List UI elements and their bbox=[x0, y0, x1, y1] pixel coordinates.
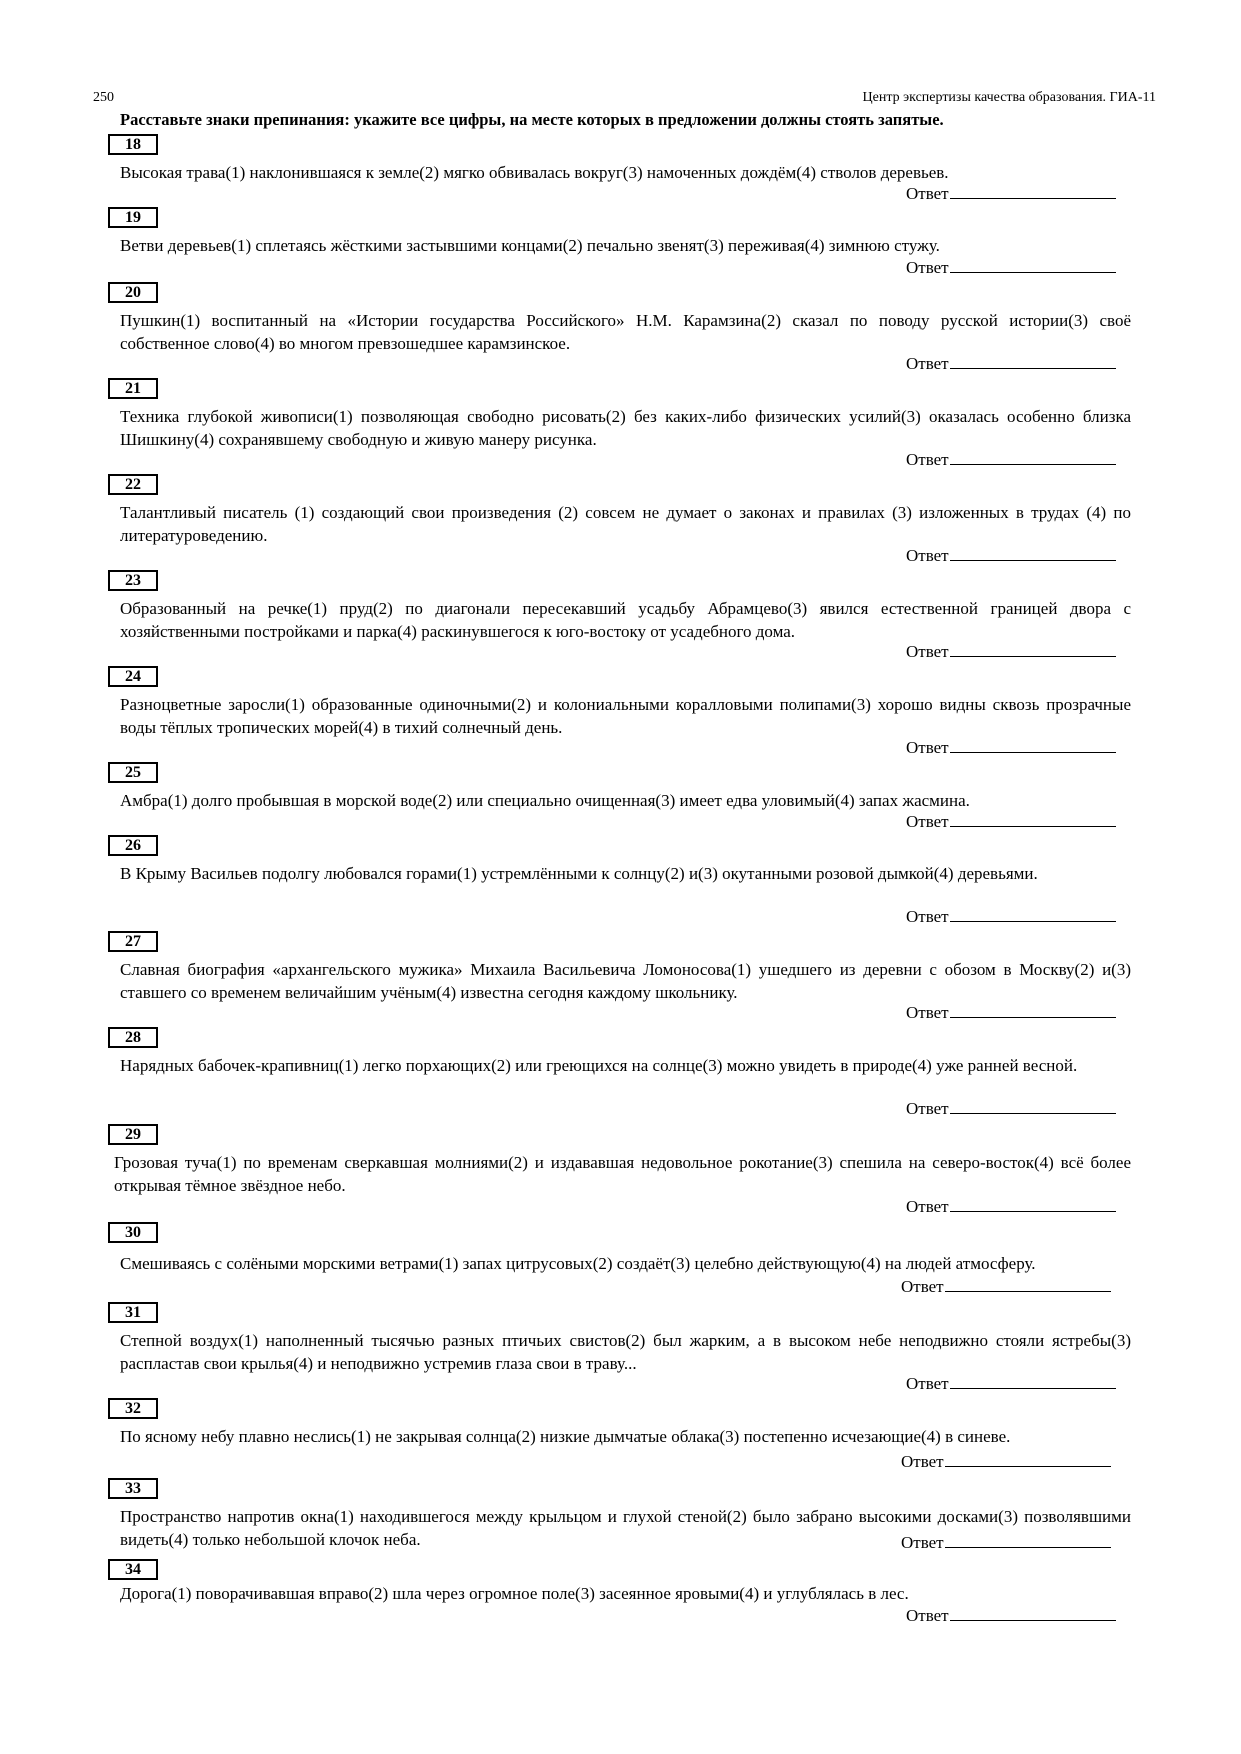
page-header bbox=[93, 90, 1156, 112]
task-number: 34 bbox=[108, 1559, 158, 1580]
answer-field[interactable] bbox=[901, 1531, 1111, 1553]
answer-field[interactable] bbox=[906, 1097, 1116, 1119]
answer-field[interactable] bbox=[906, 1604, 1116, 1626]
task-number: 32 bbox=[108, 1398, 158, 1419]
answer-field[interactable] bbox=[906, 905, 1116, 927]
task-sentence: Смешиваясь с солёными морскими ветрами(1) запах цитрусовых(2) создаёт(3) целебно действующую(4) на людей атмосферу. bbox=[120, 1254, 1036, 1273]
task-number: 19 bbox=[108, 207, 158, 228]
answer-line[interactable] bbox=[950, 905, 1116, 922]
task-sentence: Славная биография «архангельского мужика» Михаила Васильевича Ломоносова(1) ушедшего из деревни с обозом в Москву(2) и(3) ставшего со временем величайшим учёным(4) известна сегодня каждому школьнику. bbox=[120, 960, 1131, 1002]
answer-label: Ответ bbox=[906, 1197, 949, 1216]
answer-label: Ответ bbox=[906, 812, 949, 831]
task-number: 24 bbox=[108, 666, 158, 687]
task-sentence: Грозовая туча(1) по временам сверкавшая молниями(2) и издававшая недовольное рокотание(3) спешила на северо-восток(4) всё более открывая тёмное звёздное небо. bbox=[114, 1153, 1131, 1195]
task-number: 27 bbox=[108, 931, 158, 952]
answer-label: Ответ bbox=[901, 1277, 944, 1296]
answer-field[interactable] bbox=[901, 1450, 1111, 1472]
answer-field[interactable] bbox=[906, 448, 1116, 470]
answer-field[interactable] bbox=[906, 352, 1116, 374]
task-sentence: Амбра(1) долго пробывшая в морской воде(2) или специально очищенная(3) имеет едва уловимый(4) запах жасмина. bbox=[120, 791, 970, 810]
task-number: 26 bbox=[108, 835, 158, 856]
task-number: 21 bbox=[108, 378, 158, 399]
answer-line[interactable] bbox=[950, 1195, 1116, 1212]
answer-label: Ответ bbox=[906, 1606, 949, 1625]
task-sentence: Пушкин(1) воспитанный на «Истории государства Российского» Н.М. Карамзина(2) сказал по поводу русской истории(3) своё собственное слово(4) во многом превзошедшее карамзинское. bbox=[120, 311, 1131, 353]
answer-line[interactable] bbox=[950, 810, 1116, 827]
task-sentence: Техника глубокой живописи(1) позволяющая свободно рисовать(2) без каких-либо физических усилий(3) оказалась особенно близка Шишкину(4) сохранявшему свободную и живую манеру рисунка. bbox=[120, 407, 1131, 449]
answer-line[interactable] bbox=[945, 1450, 1111, 1467]
answer-label: Ответ bbox=[906, 907, 949, 926]
answer-line[interactable] bbox=[945, 1275, 1111, 1292]
answer-field[interactable] bbox=[906, 1001, 1116, 1023]
answer-field[interactable] bbox=[906, 1372, 1116, 1394]
answer-line[interactable] bbox=[950, 182, 1116, 199]
answer-label: Ответ bbox=[901, 1452, 944, 1471]
answer-label: Ответ bbox=[906, 546, 949, 565]
task-number: 23 bbox=[108, 570, 158, 591]
answer-line[interactable] bbox=[950, 1001, 1116, 1018]
task-sentence: Пространство напротив окна(1) находившегося между крыльцом и глухой стеной(2) было забрано высокими досками(3) позволявшими видеть(4) только небольшой клочок неба. bbox=[120, 1507, 1131, 1549]
task-sentence: Дорога(1) поворачивавшая вправо(2) шла через огромное поле(3) засеянное яровыми(4) и углублялась в лес. bbox=[120, 1584, 909, 1603]
answer-label: Ответ bbox=[906, 450, 949, 469]
task-sentence: Нарядных бабочек-крапивниц(1) легко порхающих(2) или греющихся на солнце(3) можно увидеть в природе(4) уже ранней весной. bbox=[120, 1056, 1078, 1075]
answer-field[interactable] bbox=[906, 182, 1116, 204]
answer-line[interactable] bbox=[950, 1372, 1116, 1389]
answer-line[interactable] bbox=[950, 1097, 1116, 1114]
task-number: 25 bbox=[108, 762, 158, 783]
answer-label: Ответ bbox=[906, 354, 949, 373]
task-number: 33 bbox=[108, 1478, 158, 1499]
answer-line[interactable] bbox=[950, 448, 1116, 465]
answer-label: Ответ bbox=[906, 1374, 949, 1393]
answer-label: Ответ bbox=[906, 1099, 949, 1118]
answer-field[interactable] bbox=[906, 1195, 1116, 1217]
task-number: 18 bbox=[108, 134, 158, 155]
answer-label: Ответ bbox=[906, 184, 949, 203]
task-sentence: Образованный на речке(1) пруд(2) по диагонали пересекавший усадьбу Абрамцево(3) явился естественной границей двора с хозяйственными постройками и парка(4) раскинувшегося к юго-востоку от усадебного дома. bbox=[120, 599, 1131, 641]
task-sentence: Высокая трава(1) наклонившаяся к земле(2) мягко обвивалась вокруг(3) намоченных дождём(4) стволов деревьев. bbox=[120, 163, 949, 182]
answer-label: Ответ bbox=[906, 642, 949, 661]
task-sentence: По ясному небу плавно неслись(1) не закрывая солнца(2) низкие дымчатые облака(3) постепенно исчезающие(4) в синеве. bbox=[120, 1427, 1011, 1446]
answer-label: Ответ bbox=[906, 258, 949, 277]
answer-line[interactable] bbox=[950, 544, 1116, 561]
answer-line[interactable] bbox=[950, 256, 1116, 273]
answer-field[interactable] bbox=[906, 544, 1116, 566]
task-sentence: Разноцветные заросли(1) образованные одиночными(2) и колониальными коралловыми полипами(3) хорошо видны сквозь прозрачные воды тёплых тропических морей(4) в тихий солнечный день. bbox=[120, 695, 1131, 737]
task-sentence: Ветви деревьев(1) сплетаясь жёсткими застывшими концами(2) печально звенят(3) переживая(4) зимнюю стужу. bbox=[120, 236, 940, 255]
instruction: Расставьте знаки препинания: укажите все цифры, на месте которых в предложении должны стоять запятые. bbox=[120, 110, 944, 129]
task-sentence: Степной воздух(1) наполненный тысячью разных птичьих свистов(2) был жарким, а в высоком небе неподвижно стояли ястребы(3) распластав свои крылья(4) и неподвижно устремив глаза свои в траву... bbox=[120, 1331, 1131, 1373]
answer-label: Ответ bbox=[901, 1533, 944, 1552]
task-number: 31 bbox=[108, 1302, 158, 1323]
task-number: 22 bbox=[108, 474, 158, 495]
task-number: 20 bbox=[108, 282, 158, 303]
answer-line[interactable] bbox=[945, 1531, 1111, 1548]
answer-field[interactable] bbox=[906, 810, 1116, 832]
task-number: 28 bbox=[108, 1027, 158, 1048]
task-number: 30 bbox=[108, 1222, 158, 1243]
header-title: Центр экспертизы качества образования. ГИА-11 bbox=[862, 90, 1156, 105]
answer-label: Ответ bbox=[906, 738, 949, 757]
answer-field[interactable] bbox=[906, 640, 1116, 662]
answer-line[interactable] bbox=[950, 736, 1116, 753]
answer-field[interactable] bbox=[901, 1275, 1111, 1297]
answer-field[interactable] bbox=[906, 736, 1116, 758]
answer-line[interactable] bbox=[950, 640, 1116, 657]
task-sentence: В Крыму Васильев подолгу любовался горами(1) устремлёнными к солнцу(2) и(3) окутанными розовой дымкой(4) деревьями. bbox=[120, 864, 1038, 883]
task-sentence: Талантливый писатель (1) создающий свои произведения (2) совсем не думает о законах и правилах (3) изложенных в трудах (4) по литературоведению. bbox=[120, 503, 1131, 545]
answer-field[interactable] bbox=[906, 256, 1116, 278]
page-number: 250 bbox=[93, 90, 114, 105]
task-number: 29 bbox=[108, 1124, 158, 1145]
answer-label: Ответ bbox=[906, 1003, 949, 1022]
answer-line[interactable] bbox=[950, 352, 1116, 369]
answer-line[interactable] bbox=[950, 1604, 1116, 1621]
